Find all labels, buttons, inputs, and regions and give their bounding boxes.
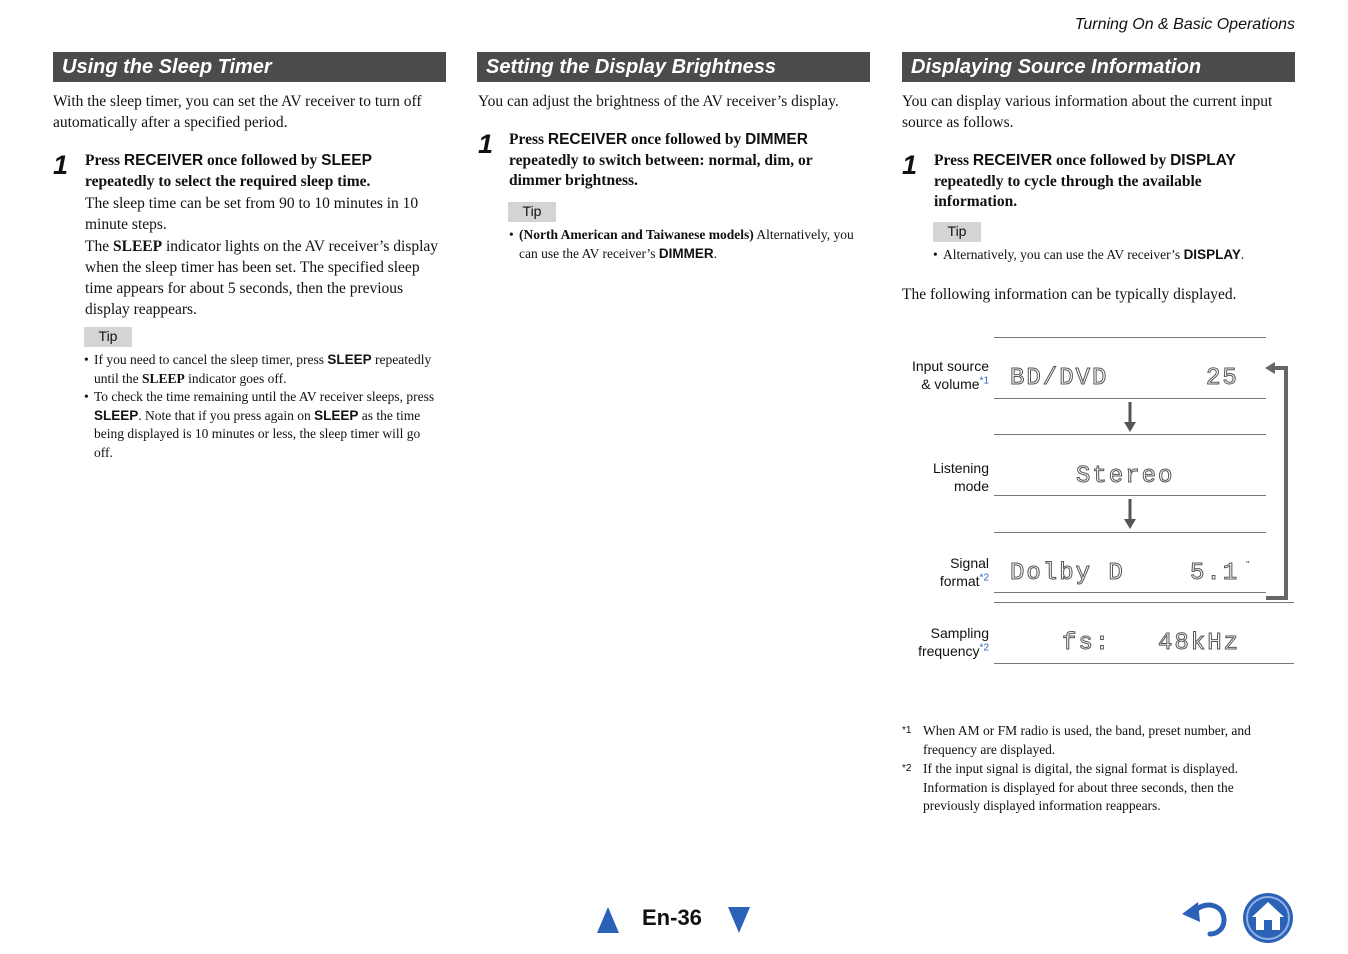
lcd-channels: 5.1 <box>1190 560 1240 587</box>
section-title-source-info: Displaying Source Information <box>902 52 1295 82</box>
source-info-intro: You can display various information about the current input source as follows. <box>902 93 1273 131</box>
source-tips <box>933 246 1295 265</box>
sleep-intro: With the sleep timer, you can set the AV receiver to turn off automatically after a specified period. <box>53 93 422 131</box>
lcd-border <box>994 434 1266 435</box>
tip-item: • Alternatively, you can use the AV receiver’s DISPLAY. <box>933 246 1295 265</box>
lcd-volume: 25 <box>1206 365 1239 392</box>
prev-page-icon[interactable] <box>596 906 620 934</box>
chapter-header: Turning On & Basic Operations <box>1074 16 1295 33</box>
footnotes <box>902 722 1292 816</box>
lcd-input-source: BD/DVD <box>1010 365 1109 392</box>
lcd-border <box>994 592 1266 593</box>
lcd-listening-mode: Stereo <box>1076 463 1175 490</box>
brightness-step-instruction: Press RECEIVER once followed by DIMMER repeatedly to switch between: normal, dim, or dimmer brightness. <box>509 131 813 189</box>
lcd-channel-mark: " <box>1246 560 1250 571</box>
home-icon[interactable] <box>1241 891 1295 945</box>
next-page-icon[interactable] <box>727 906 751 934</box>
tip-item: • (North American and Taiwanese models) Alternatively, you can use the AV receiver’s DIMMER. <box>509 226 871 263</box>
page-number: En-36 <box>642 905 702 930</box>
section-title-sleep-timer: Using the Sleep Timer <box>53 52 446 82</box>
step-number: 1 <box>478 129 494 159</box>
lcd-border <box>994 532 1266 533</box>
lcd-sampling-rate: 48kHz <box>1158 630 1241 657</box>
lcd-signal-format: Dolby D <box>1010 560 1125 587</box>
source-step-instruction: Press RECEIVER once followed by DISPLAY repeatedly to cycle through the available information. <box>934 152 1236 210</box>
diagram-label-listening-mode: Listening mode <box>932 460 989 494</box>
back-icon[interactable] <box>1180 896 1230 938</box>
sleep-tips <box>84 351 440 462</box>
tip-item: • To check the time remaining until the AV receiver sleeps, press SLEEP. Note that if you press again on SLEEP as the time being displayed is 10 minutes or less, the sleep timer will go off. <box>84 388 440 462</box>
diagram-label-sampling-frequency: Sampling frequency$^{*2}$ <box>918 625 989 659</box>
cycle-return-arrow-icon <box>1262 360 1292 602</box>
lcd-border <box>994 602 1294 603</box>
lcd-border <box>994 398 1266 399</box>
section-title-display-brightness: Setting the Display Brightness <box>477 52 870 82</box>
tip-badge: Tip <box>84 327 132 347</box>
sleep-step-instruction: Press RECEIVER once followed by SLEEP repeatedly to select the required sleep time. <box>85 152 372 190</box>
tip-item: • If you need to cancel the sleep timer, press SLEEP repeatedly until the SLEEP indicator goes off. <box>84 351 440 388</box>
arrow-down-icon <box>1122 499 1138 531</box>
sleep-body-2: The SLEEP indicator lights on the AV receiver’s display when the sleep timer has been set. The specified sleep time appears for about 5 seconds, then the previous display reappears. <box>85 238 439 318</box>
diagram-label-input-source: Input source & volume$^{*1}$ <box>911 358 989 392</box>
footnote-item: *1 When AM or FM radio is used, the band, preset number, and frequency are displayed. <box>902 723 1251 757</box>
tip-badge: Tip <box>933 222 981 242</box>
diagram-label-signal-format: Signal format$^{*2}$ <box>939 555 989 589</box>
brightness-intro: You can adjust the brightness of the AV receiver’s display. <box>478 93 839 110</box>
lcd-border <box>994 663 1294 664</box>
sleep-body-1: The sleep time can be set from 90 to 10 minutes in 10 minute steps. <box>85 195 419 233</box>
lcd-border <box>994 337 1266 338</box>
arrow-down-icon <box>1122 402 1138 434</box>
footnote-item: *2 If the input signal is digital, the signal format is displayed. Information is displayed for about three seconds, then the previously displayed information reappears. <box>902 761 1238 813</box>
lcd-fs-label: fs: <box>1062 630 1112 657</box>
tip-badge: Tip <box>508 202 556 222</box>
lcd-border <box>994 495 1266 496</box>
following-info-text: The following information can be typically displayed. <box>902 286 1237 303</box>
step-number: 1 <box>53 150 69 180</box>
brightness-tips <box>509 226 871 263</box>
step-number: 1 <box>902 150 918 180</box>
